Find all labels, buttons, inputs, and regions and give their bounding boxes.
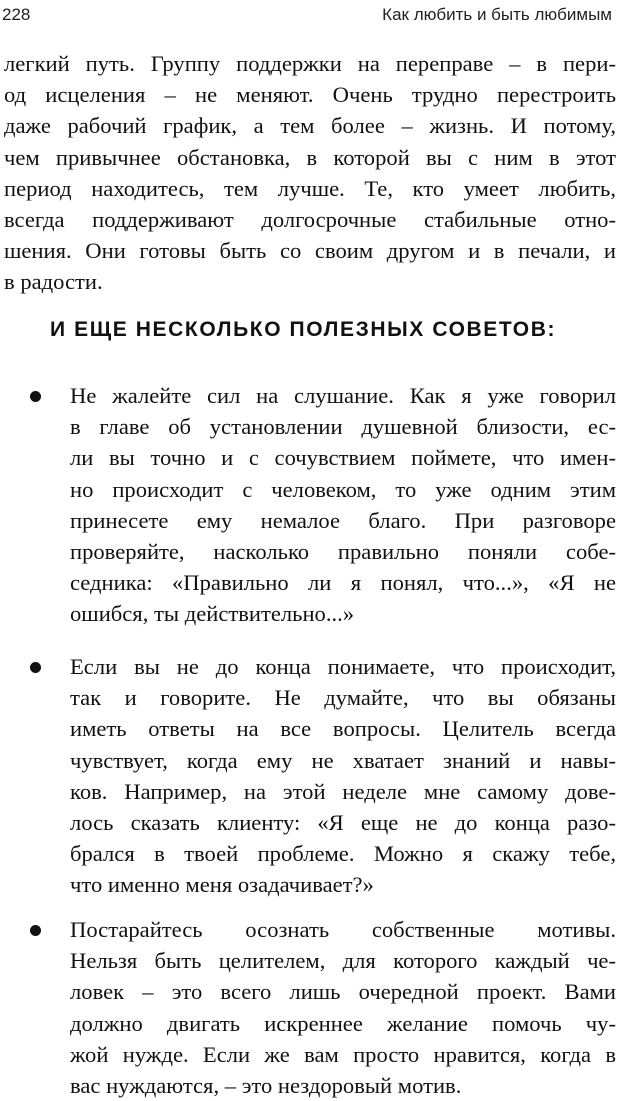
tip-line: принесете ему немалое благо. При разговоре <box>70 507 616 533</box>
paragraph-line: всегда поддерживают долгосрочные стабильные отно- <box>4 207 616 233</box>
tip-line: чувствует, когда ему не хватает знаний и навы- <box>70 747 616 773</box>
book-title: Как любить и быть любимым <box>382 5 612 24</box>
tip-line: жой нужде. Если же вам просто нравится, когда в <box>70 1041 616 1067</box>
tip-line: седника: «Правильно ли я понял, что...», «Я не <box>70 570 616 596</box>
tip-line: ловек – это всего лишь очередной проект. Вами <box>70 979 616 1005</box>
running-head <box>2 4 612 26</box>
tip-line: Нельзя быть целителем, для которого каждый че- <box>70 948 616 974</box>
paragraph-line: легкий путь. Группу поддержки на переправе – в пери- <box>4 51 616 76</box>
bullet-icon <box>30 925 41 936</box>
tip-line: проверяйте, насколько правильно поняли собе- <box>70 539 616 565</box>
tip-line: но происходит с человеком, то уже одним этим <box>70 476 616 502</box>
page-number: 228 <box>2 5 31 24</box>
tip-line: Если вы не до конца понимаете, что происходит, <box>70 654 616 679</box>
tip-line: лось сказать клиенту: «Я еще не до конца разо- <box>70 810 616 836</box>
tip-text <box>70 380 616 630</box>
tip-line: иметь ответы на все вопросы. Целитель всегда <box>70 716 616 742</box>
tip-text <box>70 651 616 901</box>
tip-line: ошибся, ты действительно...» <box>70 601 355 627</box>
paragraph-line: од исцеления – не меняют. Очень трудно перестроить <box>4 82 616 108</box>
bullet-icon <box>30 662 41 673</box>
tip-text <box>70 914 616 1101</box>
tip-line: в главе об установлении душевной близости, ес- <box>70 414 616 440</box>
tip-line: ков. Например, на этой неделе мне самому дове- <box>70 778 616 804</box>
paragraph-line: в радости. <box>4 269 103 295</box>
intro-paragraph <box>4 48 616 298</box>
tip-line: что именно меня озадачивает?» <box>70 872 374 898</box>
paragraph-line: чем привычнее обстановка, в которой вы с ним в этот <box>4 144 616 170</box>
paragraph-line: период находитесь, тем лучше. Те, кто умеет любить, <box>4 175 616 201</box>
tip-line: вас нуждаются, – это нездоровый мотив. <box>70 1073 462 1099</box>
tip-line: Постарайтесь осознать собственные мотивы. <box>70 917 616 942</box>
tip-line: ли вы точно и с сочувствием поймете, что имен- <box>70 445 616 471</box>
tip-line: должно двигать искреннее желание помочь чу- <box>70 1010 616 1036</box>
bullet-icon <box>30 391 41 402</box>
section-heading: И ЕЩЕ НЕСКОЛЬКО ПОЛЕЗНЫХ СОВЕТОВ: <box>50 318 557 341</box>
paragraph-line: шения. Они готовы быть со своим другом и в печали, и <box>4 238 616 264</box>
paragraph-line: даже рабочий график, а тем более – жизнь. И потому, <box>4 113 616 139</box>
tip-line: Не жалейте сил на слушание. Как я уже говорил <box>70 383 616 408</box>
tip-line: брался в твоей проблеме. Можно я скажу тебе, <box>70 841 616 867</box>
tip-line: так и говорите. Не думайте, что вы обязаны <box>70 685 616 711</box>
